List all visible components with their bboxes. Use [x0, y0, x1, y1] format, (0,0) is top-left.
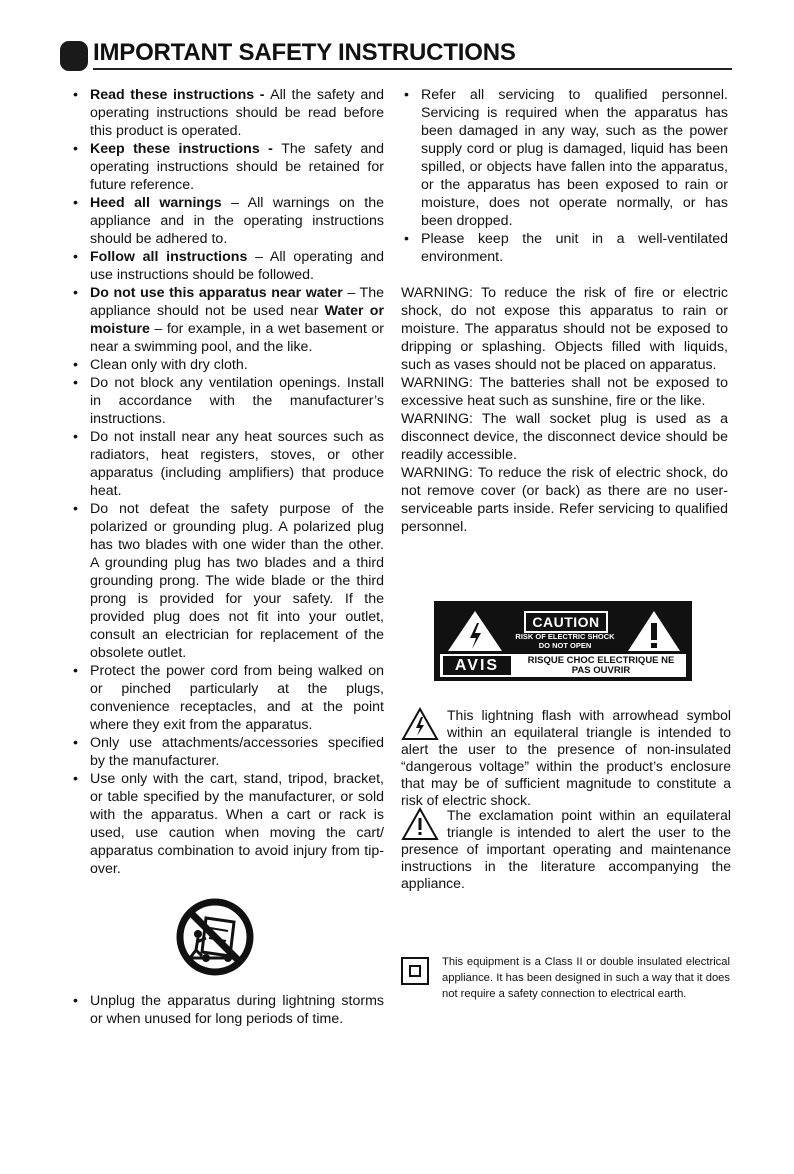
lightning-symbol-description: [401, 707, 731, 809]
exclamation-triangle-icon: [626, 609, 682, 653]
avis-text-line: PAS OUVRIR: [571, 665, 631, 676]
page-title: IMPORTANT SAFETY INSTRUCTIONS: [93, 39, 516, 66]
left-column: [70, 86, 384, 878]
lightning-triangle-icon: [401, 707, 439, 741]
class2-text: This equipment is a Class II or double insulated electrical appliance. It has been designed in such a way that it does not require a safety connection to electrical earth.: [442, 956, 730, 1000]
right-column: [401, 86, 728, 536]
avis-text: [516, 656, 686, 676]
item-text: Refer all servicing to qualified personnel. Servicing is required when the apparatus has been damaged in any way, such as the power supply cord or plug is damaged, liquid has been spilled, or objects have fallen into the apparatus, or the apparatus has been exposed to rain or moisture, does not operate normally, or has been dropped.: [421, 87, 728, 229]
list-item: [70, 500, 384, 662]
list-item: [70, 428, 384, 500]
item-text: Protect the power cord from being walked on or pinched particularly at the plugs, convenience receptacles, and at the point where they exit from the apparatus.: [90, 663, 384, 733]
exclamation-symbol-description: [401, 807, 731, 892]
list-item: [70, 356, 384, 374]
lightning-triangle-icon: [446, 609, 504, 653]
header-rule: [93, 68, 732, 70]
item-text: Clean only with dry cloth.: [90, 357, 248, 373]
left-bullet-list: [70, 86, 384, 878]
item-heading: Read these instructions -: [90, 87, 271, 103]
exclamation-triangle-icon: [401, 807, 439, 841]
item-text: Please keep the unit in a well-ventilated environment.: [421, 231, 728, 265]
unplug-item: [70, 992, 384, 1028]
warning-paragraph: WARNING: The wall socket plug is used as a disconnect device, the disconnect device should be readily accessible.: [401, 411, 728, 463]
unplug-list: [70, 992, 384, 1028]
warning-paragraph: WARNING: To reduce the risk of fire or electric shock, do not expose this apparatus to rain or moisture. The apparatus should not be exposed to dripping or splashing. Objects filled with liquids, such as vases should not be placed on apparatus.: [401, 285, 728, 373]
list-item: [70, 248, 384, 284]
list-item: [401, 230, 728, 266]
list-item: [70, 992, 384, 1028]
item-heading: Do not use this apparatus near water: [90, 285, 343, 301]
item-text-2: – for example, in a wet basement or near a swimming pool, and the like.: [90, 321, 384, 355]
item-text: Unplug the apparatus during lightning storms or when unused for long periods of time.: [90, 993, 384, 1027]
symbol-description-text: This lightning flash with arrowhead symbol within an equilateral triangle is intended to alert the user to the presence of non-insulated “dangerous voltage” within the product’s enclosure that may be of sufficient magnitude to constitute a risk of electric shock.: [401, 707, 731, 808]
list-item: [70, 770, 384, 878]
caution-title: CAUTION: [524, 611, 608, 633]
item-text: All the safety and operating instructions should be read before this product is operated.: [90, 87, 385, 139]
list-item: [70, 194, 384, 248]
avis-text-line: RISQUE CHOC ELECTRIQUE NE: [527, 655, 675, 666]
warnings-block: [401, 284, 728, 536]
cart-tipover-warning-icon: [176, 898, 254, 976]
header-marker-icon: [60, 41, 88, 71]
item-text: The safety and operating instructions should be retained for future reference.: [90, 141, 385, 193]
item-text: Use only with the cart, stand, tripod, bracket, or table specified by the manufacturer, or sold with the apparatus. When a cart or rack is used, use caution when moving the cart/ apparatus combination to avoid injury from tip-over.: [90, 771, 384, 877]
right-bullet-list: [401, 86, 728, 266]
avis-strip: [440, 654, 686, 677]
double-square-class2-icon: [401, 957, 429, 985]
item-heading: Keep these instructions -: [90, 141, 282, 157]
item-text: – All warnings on the appliance and in the operating instructions should be adhered to.: [90, 195, 384, 247]
list-item: [70, 662, 384, 734]
item-text: Do not block any ventilation openings. Install in accordance with the manufacturer’s instructions.: [90, 375, 384, 427]
symbol-description-text: The exclamation point within an equilateral triangle is intended to alert the user to the presence of important operating and maintenance instructions in the literature accompanying the appliance.: [401, 807, 731, 891]
list-item: [70, 284, 384, 356]
list-item: [70, 140, 384, 194]
item-text: – All operating and use instructions should be followed.: [90, 249, 384, 283]
caution-sub-line: DO NOT OPEN: [538, 640, 592, 650]
item-heading: Follow all instructions: [90, 249, 248, 265]
list-item: [70, 734, 384, 770]
item-heading: Heed all warnings: [90, 195, 222, 211]
list-item: [70, 374, 384, 428]
avis-label: AVIS: [443, 656, 511, 675]
caution-label: [434, 601, 692, 681]
item-text: – The appliance should not be used near: [90, 285, 384, 319]
list-item: [401, 86, 728, 230]
warning-paragraph: WARNING: The batteries shall not be exposed to excessive heat such as sunshine, fire or the like.: [401, 375, 728, 409]
item-text: Do not install near any heat sources such as radiators, heat registers, stoves, or other apparatus (including amplifiers) that produce heat.: [90, 429, 384, 499]
caution-sub-line: RISK OF ELECTRIC SHOCK: [515, 632, 615, 641]
caution-subtitle: [510, 633, 620, 650]
list-item: [70, 86, 384, 140]
item-text: Only use attachments/accessories specified by the manufacturer.: [90, 735, 384, 769]
item-heading-2: Water or moisture: [90, 303, 384, 337]
page-header: [60, 38, 732, 72]
item-text: Do not defeat the safety purpose of the polarized or grounding plug. A polarized plug has two blades with one wider than the other. A grounding plug has two blades and a third grounding prong. The wide blade or the third prong is provided for your safety. If the provided plug does not fit into your outlet, consult an electrician for replacement of the obsolete outlet.: [90, 501, 384, 661]
warning-paragraph: WARNING: To reduce the risk of electric shock, do not remove cover (or back) as there are no user-serviceable parts inside. Refer servicing to qualified personnel.: [401, 465, 728, 535]
